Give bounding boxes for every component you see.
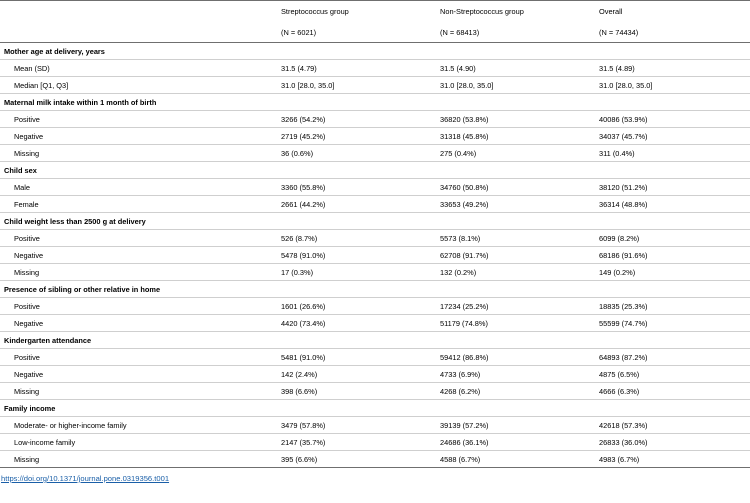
row-label: Positive <box>0 230 277 247</box>
row-label: Positive <box>0 111 277 128</box>
row-value: 5573 (8.1%) <box>436 230 595 247</box>
table-row <box>0 128 750 145</box>
row-label: Negative <box>0 247 277 264</box>
table-row <box>0 196 750 213</box>
table-group-row <box>0 400 750 417</box>
row-value: 142 (2.4%) <box>277 366 436 383</box>
row-group-label: Child sex <box>0 162 277 179</box>
row-group-label: Family income <box>0 400 277 417</box>
row-value: 275 (0.4%) <box>436 145 595 162</box>
row-value <box>436 332 595 349</box>
table-row <box>0 383 750 400</box>
row-value: 38120 (51.2%) <box>595 179 750 196</box>
column-subheader-overall: (N = 74434) <box>595 22 750 43</box>
table-group-row <box>0 43 750 60</box>
table-group-row <box>0 281 750 298</box>
row-label: Missing <box>0 145 277 162</box>
row-value: 40086 (53.9%) <box>595 111 750 128</box>
row-group-label: Maternal milk intake within 1 month of birth <box>0 94 277 111</box>
row-label: Low-income family <box>0 434 277 451</box>
column-header-blank <box>0 1 277 23</box>
row-value: 5481 (91.0%) <box>277 349 436 366</box>
row-value: 31318 (45.8%) <box>436 128 595 145</box>
row-value <box>436 281 595 298</box>
row-value: 395 (6.6%) <box>277 451 436 468</box>
row-value: 2147 (35.7%) <box>277 434 436 451</box>
table-row <box>0 179 750 196</box>
row-value: 34037 (45.7%) <box>595 128 750 145</box>
header-row-subtitle <box>0 22 750 43</box>
row-value: 18835 (25.3%) <box>595 298 750 315</box>
table-row <box>0 451 750 468</box>
row-value: 42618 (57.3%) <box>595 417 750 434</box>
row-label: Mean (SD) <box>0 60 277 77</box>
row-group-label: Child weight less than 2500 g at delivery <box>0 213 277 230</box>
row-value <box>277 281 436 298</box>
row-value <box>595 213 750 230</box>
row-value <box>277 332 436 349</box>
row-value: 59412 (86.8%) <box>436 349 595 366</box>
row-value: 4588 (6.7%) <box>436 451 595 468</box>
row-value: 4875 (6.5%) <box>595 366 750 383</box>
row-label: Missing <box>0 451 277 468</box>
row-value <box>436 94 595 111</box>
column-subheader-nonstrep: (N = 68413) <box>436 22 595 43</box>
row-value: 4666 (6.3%) <box>595 383 750 400</box>
column-subheader-strep: (N = 6021) <box>277 22 436 43</box>
row-value: 31.0 [28.0, 35.0] <box>277 77 436 94</box>
row-value: 3266 (54.2%) <box>277 111 436 128</box>
row-value: 34760 (50.8%) <box>436 179 595 196</box>
table-row <box>0 230 750 247</box>
table-header <box>0 1 750 43</box>
header-row-title <box>0 1 750 23</box>
row-value <box>436 213 595 230</box>
row-value: 36314 (48.8%) <box>595 196 750 213</box>
row-value: 31.5 (4.90) <box>436 60 595 77</box>
column-header-overall: Overall <box>595 1 750 23</box>
row-value: 51179 (74.8%) <box>436 315 595 332</box>
column-subheader-blank <box>0 22 277 43</box>
row-value: 31.5 (4.79) <box>277 60 436 77</box>
row-value: 4268 (6.2%) <box>436 383 595 400</box>
row-label: Negative <box>0 128 277 145</box>
row-value: 149 (0.2%) <box>595 264 750 281</box>
row-label: Negative <box>0 315 277 332</box>
row-value <box>436 400 595 417</box>
row-label: Positive <box>0 298 277 315</box>
table-row <box>0 434 750 451</box>
row-value: 31.5 (4.89) <box>595 60 750 77</box>
table-row <box>0 315 750 332</box>
row-value <box>595 43 750 60</box>
row-label: Positive <box>0 349 277 366</box>
row-value <box>595 332 750 349</box>
row-label: Missing <box>0 383 277 400</box>
row-value: 4733 (6.9%) <box>436 366 595 383</box>
row-value: 526 (8.7%) <box>277 230 436 247</box>
row-value: 2719 (45.2%) <box>277 128 436 145</box>
row-label: Male <box>0 179 277 196</box>
table-row <box>0 349 750 366</box>
row-value: 4420 (73.4%) <box>277 315 436 332</box>
row-value <box>436 162 595 179</box>
row-group-label: Presence of sibling or other relative in home <box>0 281 277 298</box>
table-group-row <box>0 332 750 349</box>
row-value: 39139 (57.2%) <box>436 417 595 434</box>
row-value <box>595 281 750 298</box>
row-value <box>277 162 436 179</box>
table-group-row <box>0 94 750 111</box>
row-label: Missing <box>0 264 277 281</box>
table-row <box>0 247 750 264</box>
row-value: 31.0 [28.0, 35.0] <box>436 77 595 94</box>
row-value: 33653 (49.2%) <box>436 196 595 213</box>
row-value <box>595 162 750 179</box>
table-group-row <box>0 213 750 230</box>
table-row <box>0 77 750 94</box>
doi-link[interactable]: https://doi.org/10.1371/journal.pone.0319356.t001 <box>1 474 170 483</box>
row-value <box>436 43 595 60</box>
row-value: 5478 (91.0%) <box>277 247 436 264</box>
row-group-label: Mother age at delivery, years <box>0 43 277 60</box>
row-value: 17 (0.3%) <box>277 264 436 281</box>
table-row <box>0 366 750 383</box>
row-value: 62708 (91.7%) <box>436 247 595 264</box>
table-row <box>0 111 750 128</box>
row-label: Female <box>0 196 277 213</box>
row-value <box>277 94 436 111</box>
row-value: 6099 (8.2%) <box>595 230 750 247</box>
row-value: 1601 (26.6%) <box>277 298 436 315</box>
row-value: 55599 (74.7%) <box>595 315 750 332</box>
table-row <box>0 60 750 77</box>
row-label: Median [Q1, Q3] <box>0 77 277 94</box>
row-value <box>595 400 750 417</box>
row-label: Moderate- or higher-income family <box>0 417 277 434</box>
row-label: Negative <box>0 366 277 383</box>
row-value <box>277 43 436 60</box>
table-group-row <box>0 162 750 179</box>
row-value: 68186 (91.6%) <box>595 247 750 264</box>
row-value: 31.0 [28.0, 35.0] <box>595 77 750 94</box>
row-value: 311 (0.4%) <box>595 145 750 162</box>
column-header-strep: Streptococcus group <box>277 1 436 23</box>
table-body <box>0 43 750 468</box>
row-value <box>277 400 436 417</box>
row-value: 398 (6.6%) <box>277 383 436 400</box>
row-value: 17234 (25.2%) <box>436 298 595 315</box>
row-value: 24686 (36.1%) <box>436 434 595 451</box>
row-value <box>595 94 750 111</box>
row-value: 64893 (87.2%) <box>595 349 750 366</box>
column-header-nonstrep: Non-Streptococcus group <box>436 1 595 23</box>
row-value: 132 (0.2%) <box>436 264 595 281</box>
row-value: 2661 (44.2%) <box>277 196 436 213</box>
row-value: 4983 (6.7%) <box>595 451 750 468</box>
row-value: 26833 (36.0%) <box>595 434 750 451</box>
row-value: 3479 (57.8%) <box>277 417 436 434</box>
row-value: 36 (0.6%) <box>277 145 436 162</box>
row-value: 3360 (55.8%) <box>277 179 436 196</box>
table-row <box>0 417 750 434</box>
row-value <box>277 213 436 230</box>
table-row <box>0 264 750 281</box>
row-value: 36820 (53.8%) <box>436 111 595 128</box>
table-row <box>0 298 750 315</box>
row-group-label: Kindergarten attendance <box>0 332 277 349</box>
table-row <box>0 145 750 162</box>
